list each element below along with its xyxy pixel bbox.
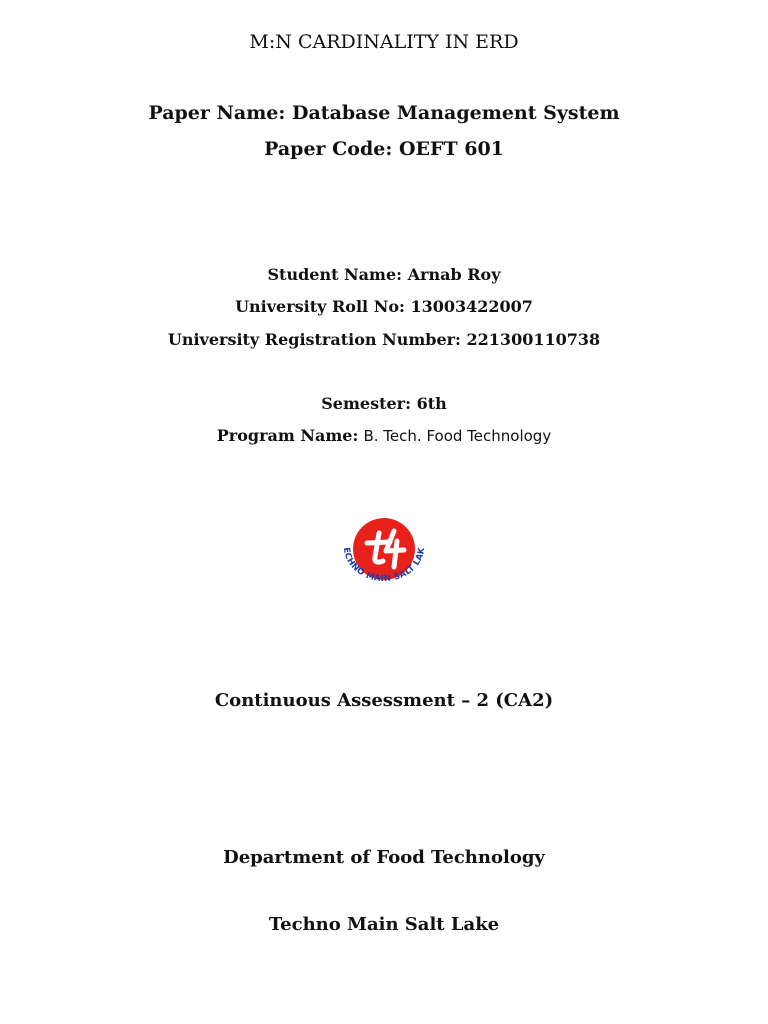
semester: Semester: 6th <box>321 394 447 413</box>
university-registration-number: University Registration Number: 221300110738 <box>167 330 601 349</box>
paper-code: Paper Code: OEFT 601 <box>264 138 504 160</box>
student-name: Student Name: Arnab Roy <box>267 265 501 284</box>
program-name-label: Program Name: <box>216 426 359 445</box>
institution-logo <box>336 517 432 593</box>
document-topic-title: M:N CARDINALITY IN ERD <box>249 31 519 53</box>
university-roll-no: University Roll No: 13003422007 <box>235 297 533 316</box>
techno-logo-icon <box>336 517 432 593</box>
assessment-title: Continuous Assessment – 2 (CA2) <box>214 690 554 711</box>
program-name <box>0 428 768 444</box>
institution-name: Techno Main Salt Lake <box>268 914 500 935</box>
paper-name: Paper Name: Database Management System <box>148 102 620 124</box>
svg-text:TECHNO MAIN SALT LAKE: ECHNO MAIN SALT LAK <box>340 546 428 585</box>
program-name-value: B. Tech. Food Technology <box>363 427 552 445</box>
department-name: Department of Food Technology <box>223 847 545 868</box>
